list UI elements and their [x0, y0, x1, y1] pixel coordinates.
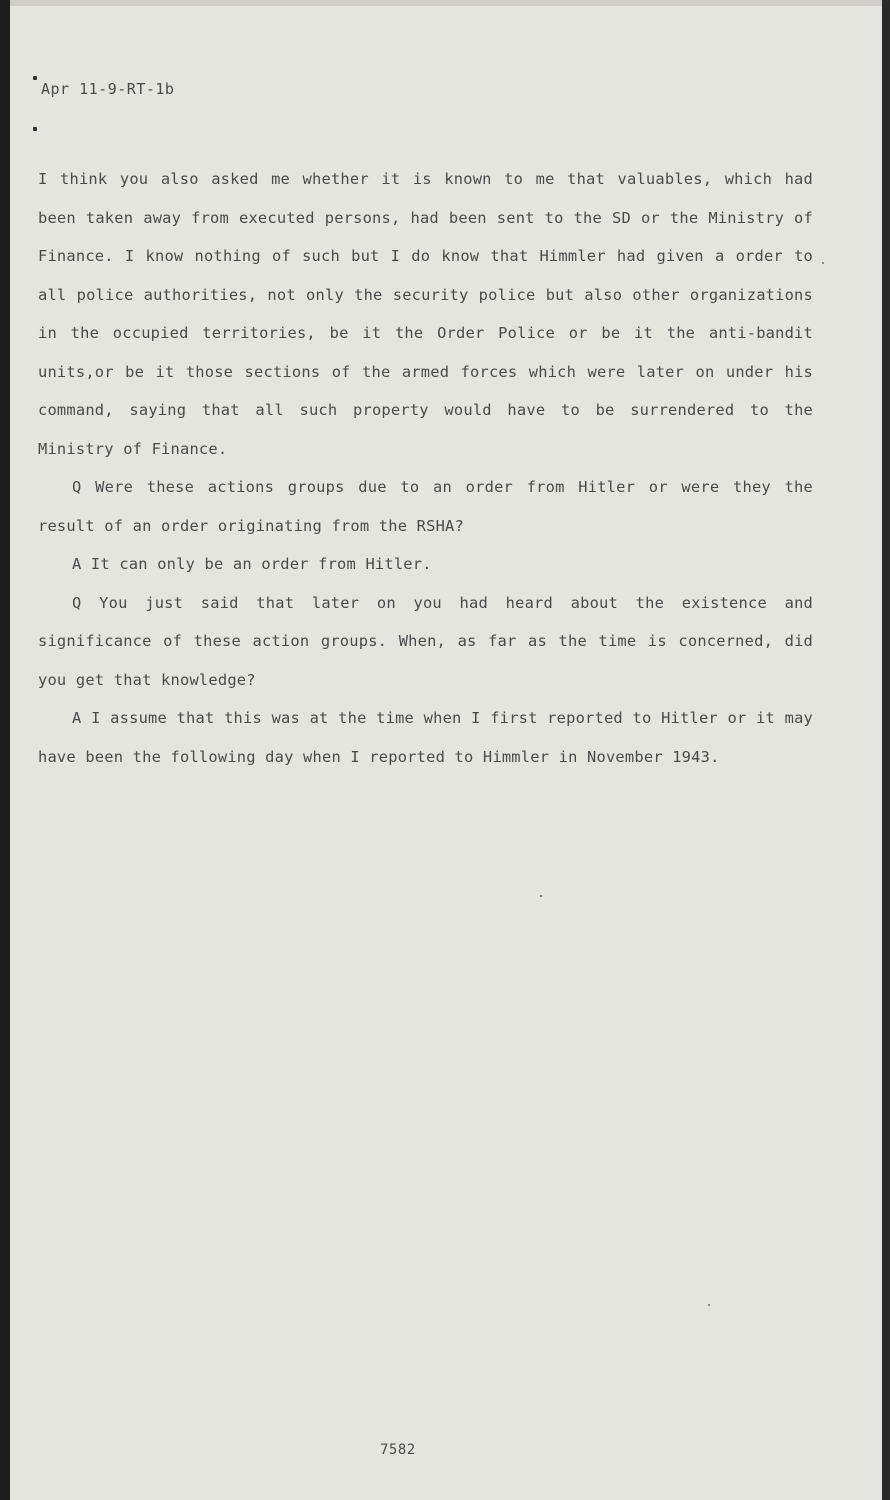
document-body [38, 160, 813, 776]
paper-speck [708, 1304, 710, 1306]
page-left-binding-edge [0, 0, 10, 1500]
paragraph-5: A I assume that this was at the time when I first reported to Hitler or it may have been the following day when I reported to Himmler in November 1943. [38, 709, 813, 766]
paragraph-4: Q You just said that later on you had heard about the existence and significance of these action groups. When, as far as the time is concerned, did you get that knowledge? [38, 593, 813, 689]
page-right-edge [882, 0, 890, 1500]
paragraph-2: Q Were these actions groups due to an order from Hitler or were they the result of an order originating from the RSHA? [38, 478, 813, 535]
page-top-edge [0, 0, 890, 6]
paragraph-1: I think you also asked me whether it is known to me that valuables, which had been taken away from executed persons, had been sent to the SD or the Ministry of Finance. I know nothing of such but I do know that Himmler had given a order to all police authorities, not only the security police but also other organizations in the occupied territories, be it the Order Police or be it the anti-bandit units,or be it those sections of the armed forces which were later on under his command, saying that all such property would have to be surrendered to the Ministry of Finance. [38, 170, 813, 458]
paper-speck [822, 262, 824, 264]
page-number: 7582 [380, 1442, 416, 1458]
document-reference: Apr 11-9-RT-1b [41, 80, 175, 98]
punch-mark-top [33, 76, 37, 80]
paragraph-3: A It can only be an order from Hitler. [72, 555, 432, 573]
paper-speck [540, 895, 542, 897]
punch-mark-bottom [33, 127, 37, 131]
